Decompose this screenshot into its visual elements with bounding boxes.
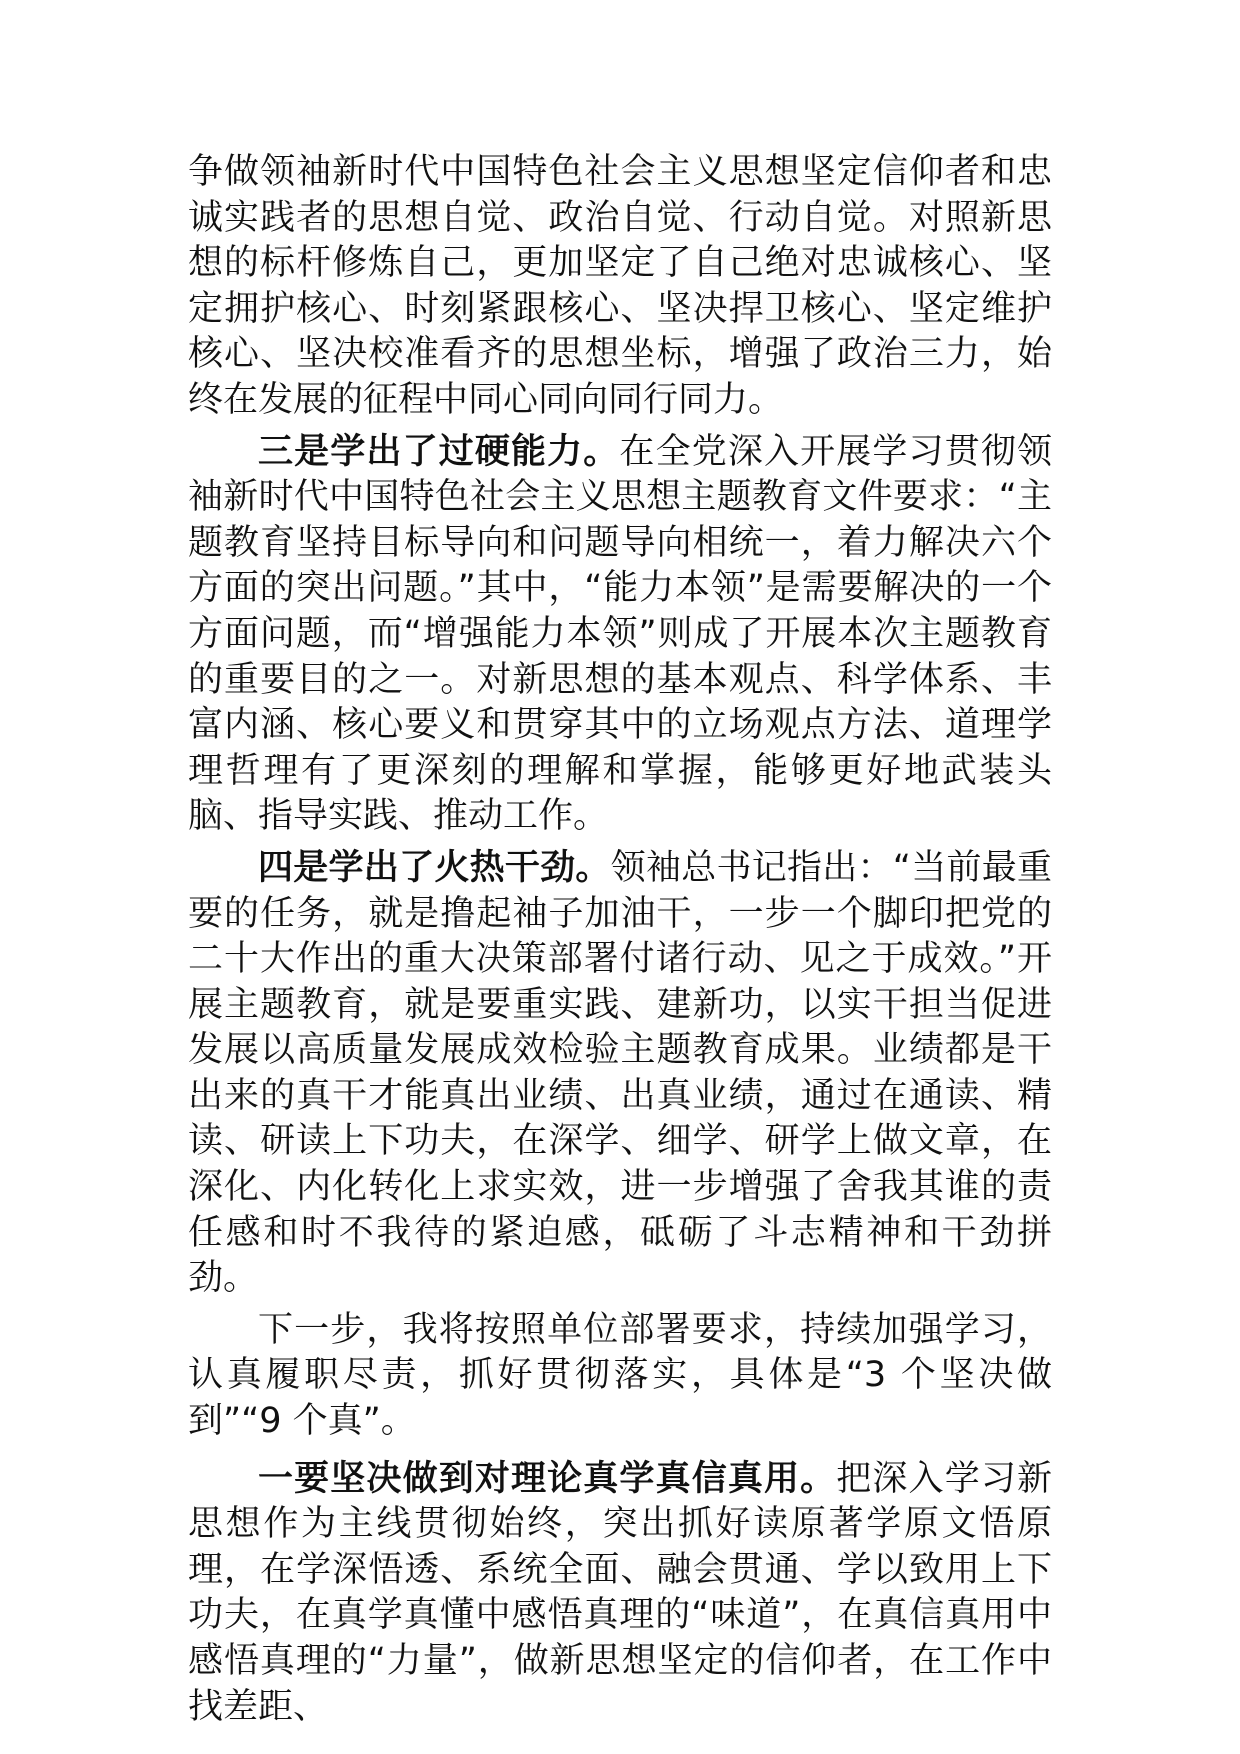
paragraph-heading: 一要坚决做到对理论真学真信真用。 <box>258 1458 837 1499</box>
paragraph-text: 在全党深入开展学习贯彻领袖新时代中国特色社会主义思想主题教育文件要求：“主题教育坚持目标导向和问题导向相统一，着力解决六个方面的突出问题。”其中，“能力本领”是需要解决的一个方面问题，而“增强能力本领”则成了开展本次主题教育的重要目的之一。对新思想的基本观点、科学体系、丰富内涵、核心要义和贯穿其中的立场观点方法、道理学理哲理有了更深刻的理解和掌握，能够更好地武装头脑、指导实践、推动工作。 <box>188 431 1052 837</box>
paragraph-continuation <box>188 150 1052 424</box>
paragraph-first-requirement <box>188 1457 1052 1731</box>
paragraph-text: 争做领袖新时代中国特色社会主义思想坚定信仰者和忠诚实践者的思想自觉、政治自觉、行动自觉。对照新思想的标杆修炼自己，更加坚定了自己绝对忠诚核心、坚定拥护核心、时刻紧跟核心、坚决捍卫核心、坚定维护核心、坚决校准看齐的思想坐标，增强了政治三力，始终在发展的征程中同心同向同行同力。 <box>188 152 1052 420</box>
paragraph-text: 把深入学习新思想作为主线贯彻始终，突出抓好读原著学原文悟原理，在学深悟透、系统全面、融会贯通、学以致用上下功夫，在真学真懂中感悟真理的“味道”，在真信真用中感悟真理的“力量”，做新思想坚定的信仰者，在工作中找差距、 <box>188 1458 1052 1727</box>
paragraph-heading: 四是学出了火热干劲。 <box>258 847 611 888</box>
paragraph-heading: 三是学出了过硬能力。 <box>258 431 620 472</box>
paragraph-text: 领袖总书记指出：“当前最重要的任务，就是撸起袖子加油干，一步一个脚印把党的二十大作出的重大决策部署付诸行动、见之于成效。”开展主题教育，就是要重实践、建新功，以实干担当促进发展以高质量发展成效检验主题教育成果。业绩都是干出来的真干才能真出业绩、出真业绩，通过在通读、精读、研读上下功夫，在深学、细学、研学上做文章，在深化、内化转化上求实效，进一步增强了舍我其谁的责任感和时不我待的紧迫感，砥砺了斗志精神和干劲拼劲。 <box>188 847 1052 1299</box>
paragraph-text: 下一步，我将按照单位部署要求，持续加强学习，认真履职尽责，抓好贯彻落实，具体是“3 个坚决做到”“9 个真”。 <box>188 1309 1052 1442</box>
paragraph-next-steps <box>188 1308 1052 1445</box>
paragraph-third-point <box>188 430 1052 840</box>
document-body <box>188 150 1052 1730</box>
paragraph-fourth-point <box>188 846 1052 1302</box>
